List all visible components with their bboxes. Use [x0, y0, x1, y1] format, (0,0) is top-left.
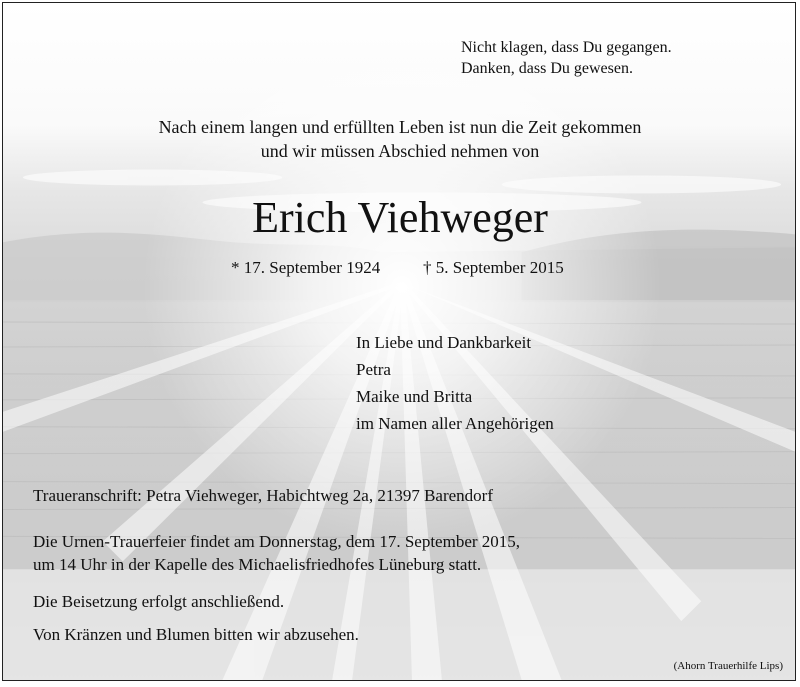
- signature-line-4: im Namen aller Angehörigen: [356, 414, 554, 433]
- funeral-home-credit: (Ahorn Trauerhilfe Lips): [673, 660, 783, 672]
- burial-note: Die Beisetzung erfolgt anschließend.: [33, 592, 285, 611]
- signature-line-1: In Liebe und Dankbarkeit: [356, 333, 532, 352]
- quote-line-1: Nicht klagen, dass Du gegangen.: [461, 39, 672, 56]
- obituary-card: [2, 2, 796, 681]
- signature-line-2: Petra: [356, 360, 391, 379]
- quote-line-2: Danken, dass Du gewesen.: [461, 60, 633, 77]
- intro-line-1: Nach einem langen und erfüllten Leben ist nun die Zeit gekommen: [158, 117, 642, 137]
- ceremony-line-2: um 14 Uhr in der Kapelle des Michaelisfriedhofes Lüneburg statt.: [33, 555, 482, 574]
- deceased-name: Erich Viehweger: [252, 193, 548, 242]
- birth-date: * 17. September 1924: [231, 258, 381, 277]
- mourning-address: Traueranschrift: Petra Viehweger, Habichtweg 2a, 21397 Barendorf: [33, 486, 493, 505]
- intro-line-2: und wir müssen Abschied nehmen von: [260, 141, 540, 161]
- death-date: † 5. September 2015: [423, 258, 564, 277]
- ceremony-line-1: Die Urnen-Trauerfeier findet am Donnerstag, dem 17. September 2015,: [33, 532, 521, 551]
- signature-line-3: Maike und Britta: [356, 387, 473, 406]
- flowers-note: Von Kränzen und Blumen bitten wir abzusehen.: [33, 625, 359, 644]
